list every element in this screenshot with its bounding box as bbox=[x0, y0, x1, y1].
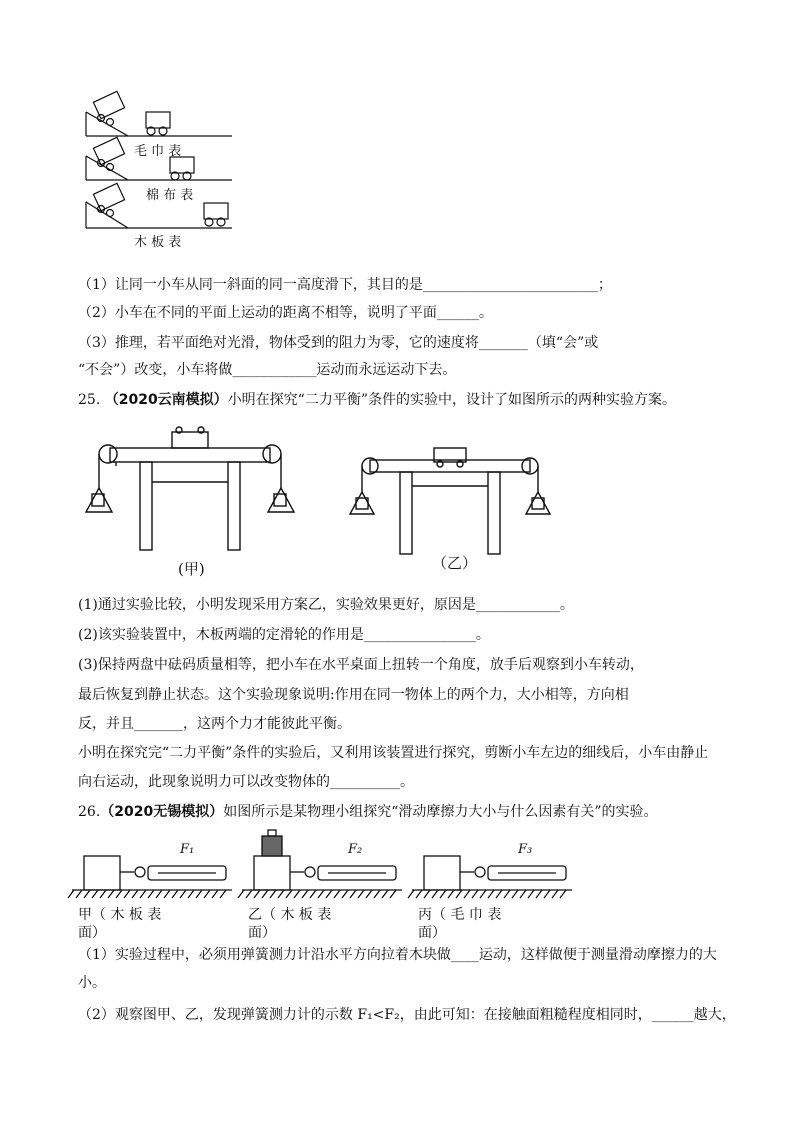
q25-source-tag: （2020云南模拟） bbox=[104, 392, 228, 408]
q26-force-f2: F₂ bbox=[348, 842, 363, 857]
q25-part2: (2)该实验装置中，木板两端的定滑轮的作用是________________。 bbox=[78, 627, 490, 643]
q26-caption-yi-line1: 乙（ 木 板 表 bbox=[248, 907, 332, 923]
q25-part4: 最后恢复到静止状态。这个实验现象说明:作用在同一物体上的两个力，大小相等，方向相 bbox=[78, 687, 629, 703]
q24-part1: （1）让同一小车从同一斜面的同一高度滑下，其目的是_________________________； bbox=[78, 277, 612, 293]
q25-number: 25. bbox=[78, 392, 101, 408]
q26-stem-text: 如图所示是某物理小组探究“滑动摩擦力大小与什么因素有关”的实验。 bbox=[223, 804, 658, 820]
q26-part1: （1）实验过程中，必须用弹簧测力计沿水平方向拉着木块做____运动，这样做便于测量滑动摩擦力的大 bbox=[78, 947, 717, 963]
q26-caption-bing-line1: 丙（ 毛 巾 表 bbox=[418, 907, 502, 923]
q25-part1: (1)通过实验比较，小明发现采用方案乙，实验效果更好，原因是____________。 bbox=[78, 597, 574, 613]
q25-stem-text: 小明在探究“二力平衡”条件的实验中，设计了如图所示的两种实验方案。 bbox=[227, 392, 677, 408]
q25-part6: 小明在探究完“二力平衡”条件的实验后，又利用该装置进行探究，剪断小车左边的细线后，小车由静止 bbox=[78, 745, 709, 761]
q24-part2: （2）小车在不同的平面上运动的距离不相等，说明了平面______。 bbox=[78, 305, 493, 321]
fig1-label-towel: 毛 巾 表 bbox=[134, 144, 182, 159]
q26-part2: （2）观察图甲、乙，发现弹簧测力计的示数 F₁<F₂，由此可知：在接触面粗糙程度相同时，______越大， bbox=[78, 1007, 736, 1023]
q25-part7: 向右运动，此现象说明力可以改变物体的__________。 bbox=[78, 774, 414, 790]
q24-part4: “不会”）改变，小车将做____________运动而永远运动下去。 bbox=[78, 362, 457, 378]
q26-number: 26. bbox=[78, 804, 101, 820]
q25-caption-yi: （乙） bbox=[432, 554, 478, 572]
q25-part5: 反，并且_______，这两个力才能彼此平衡。 bbox=[78, 716, 351, 732]
q26-force-f1: F₁ bbox=[180, 842, 195, 857]
q26-force-f3: F₃ bbox=[518, 842, 533, 857]
q25-caption-jia: (甲) bbox=[178, 560, 205, 578]
q26-caption-jia-line2: 面） bbox=[78, 925, 106, 941]
q26-caption-bing-line2: 面） bbox=[418, 925, 446, 941]
q24-part3: （3）推理，若平面绝对光滑，物体受到的阻力为零，它的速度将_______（填“会”或 bbox=[78, 335, 599, 351]
q26-caption-jia-line1: 甲（ 木 板 表 bbox=[78, 907, 162, 923]
q26-source-tag: （2020无锡模拟） bbox=[100, 804, 224, 820]
q26-caption-yi-line2: 面） bbox=[248, 925, 276, 941]
fig1-label-wood: 木 板 表 bbox=[134, 235, 182, 250]
fig1-label-cotton: 棉 布 表 bbox=[146, 188, 194, 203]
q25-part3: (3)保持两盘中砝码质量相等，把小车在水平桌面上扭转一个角度，放手后观察到小车转动， bbox=[78, 657, 644, 673]
q26-part1-cont: 小。 bbox=[78, 975, 106, 991]
